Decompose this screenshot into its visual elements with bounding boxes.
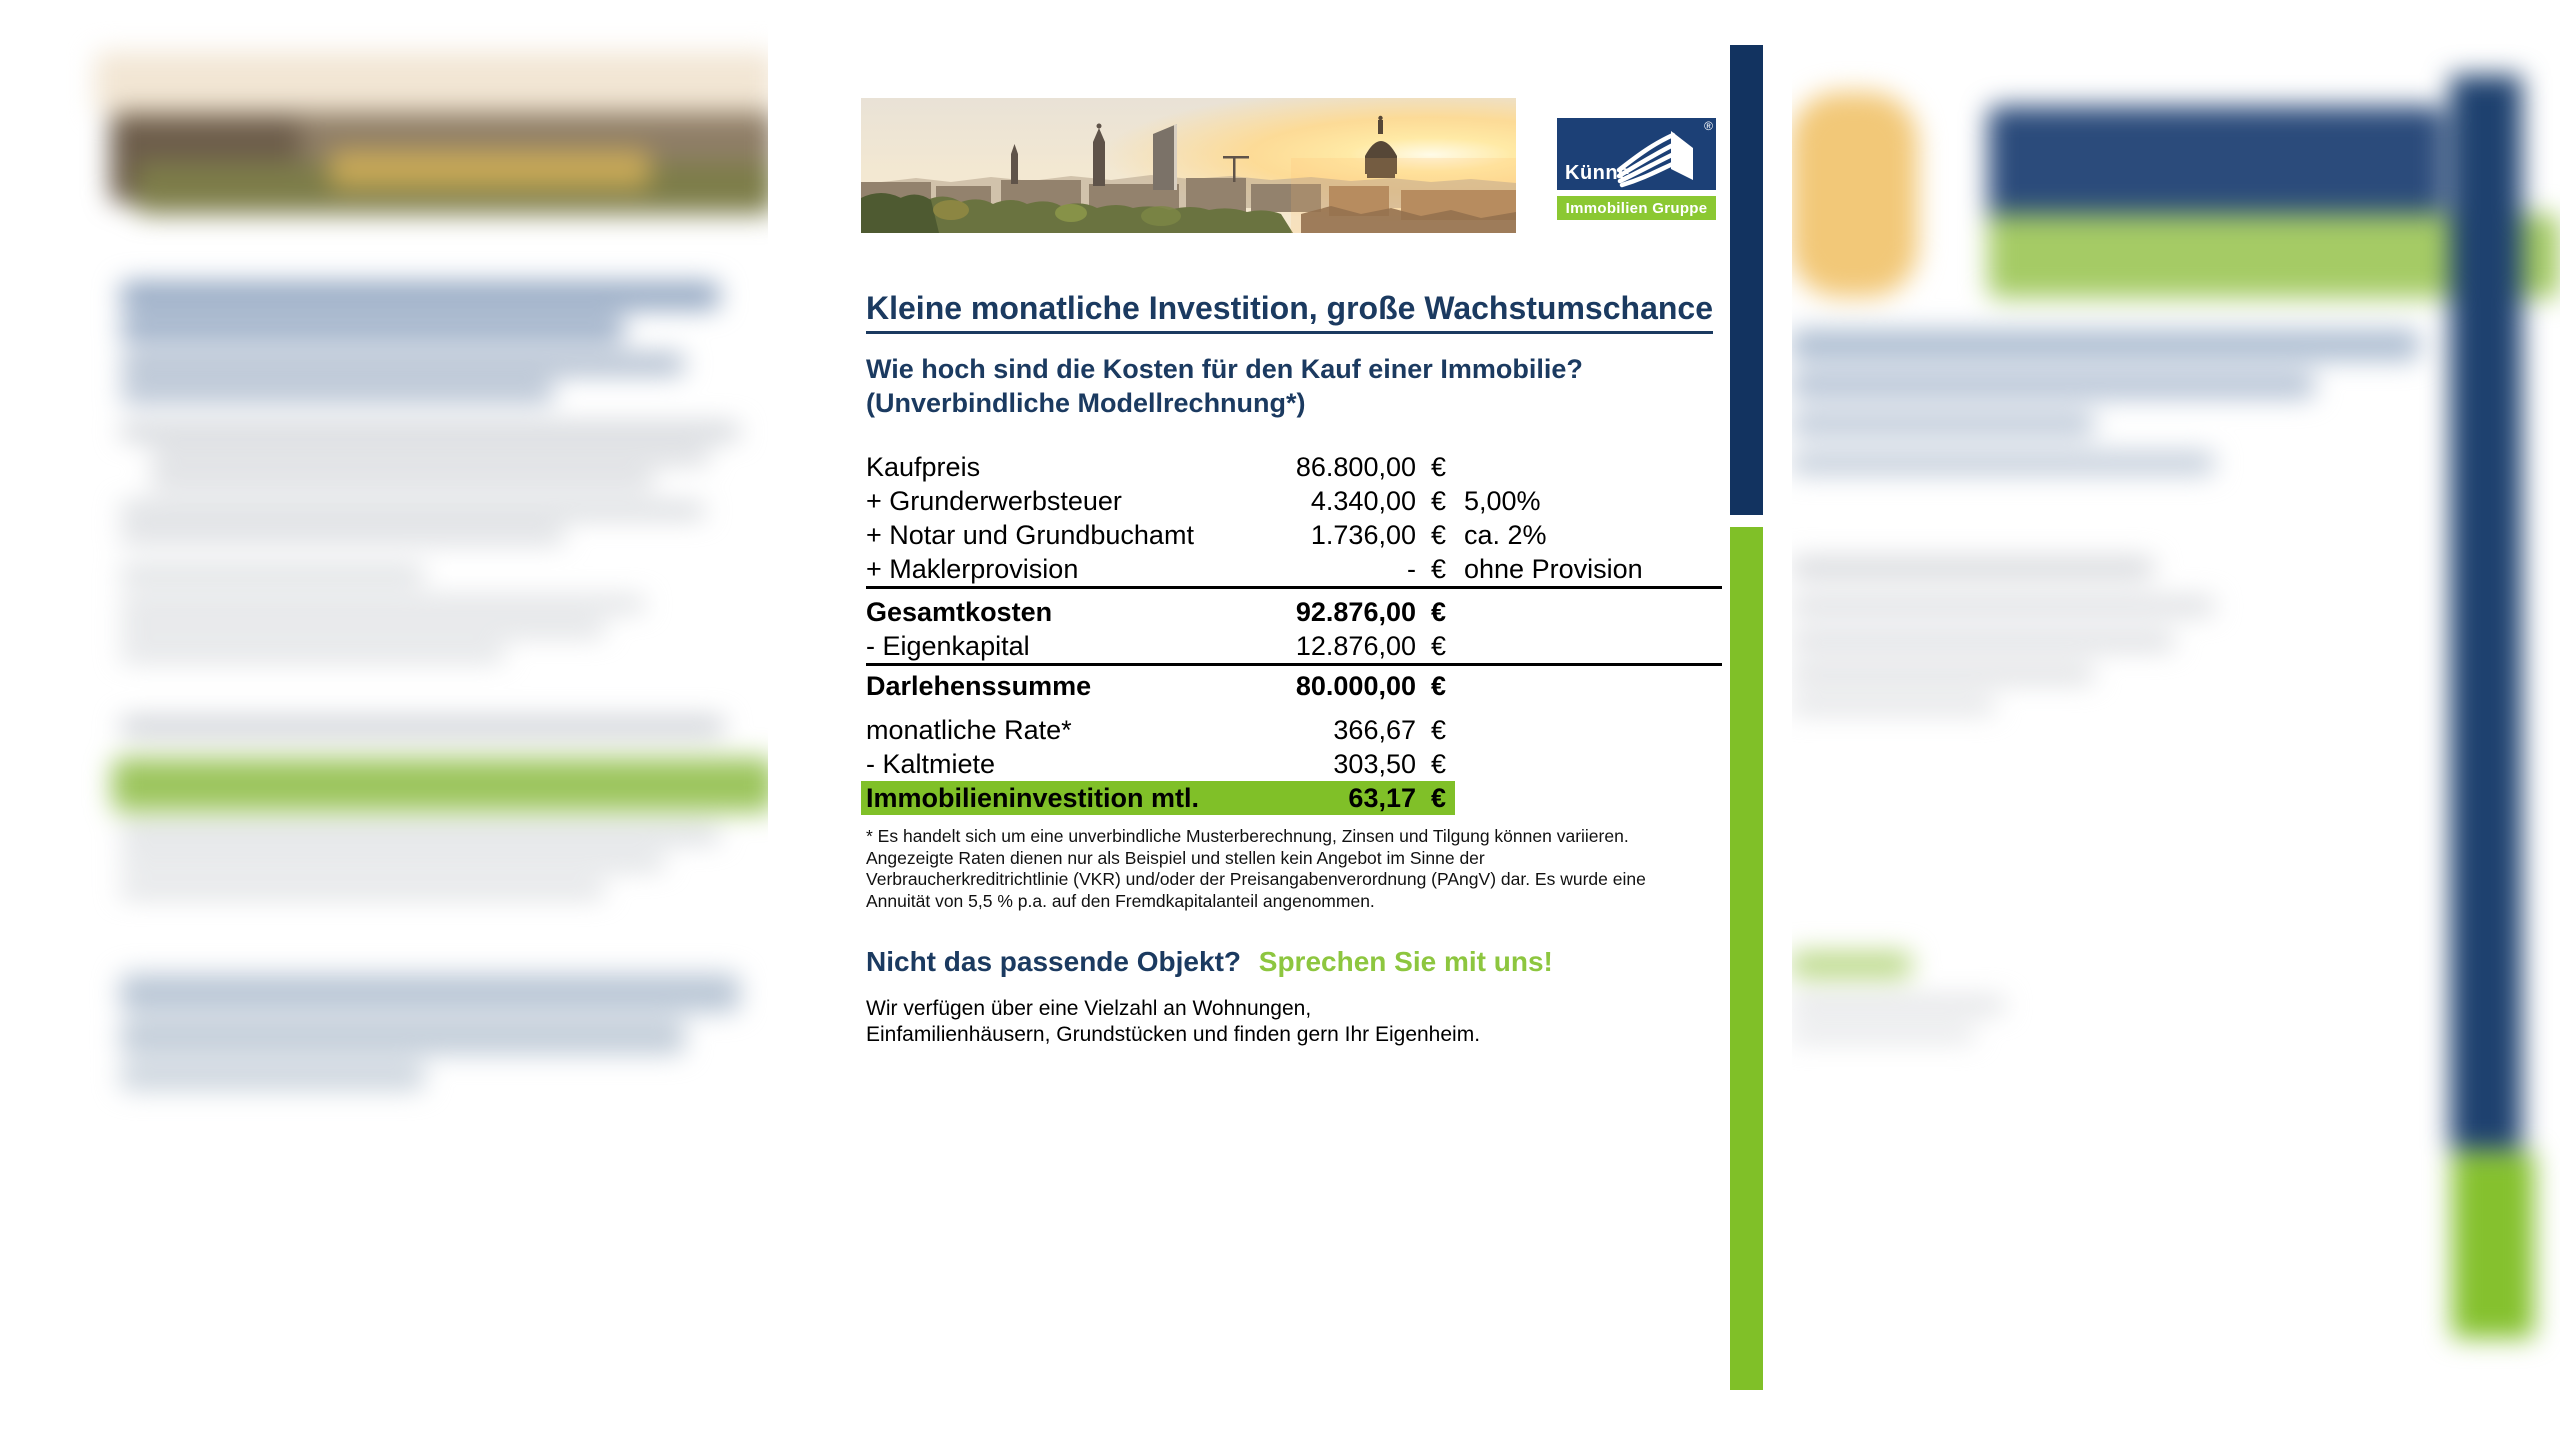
blurred-green-bar [2452, 1152, 2534, 1338]
currency-symbol: € [1430, 631, 1446, 661]
cost-label: + Notar und Grundbuchamt [866, 520, 1194, 550]
cost-value: 4.340,00 [1310, 486, 1416, 516]
blurred-text-block [120, 1062, 425, 1090]
blurred-text-line [120, 884, 605, 896]
blurred-subtitle-line [120, 354, 685, 374]
cost-note: ca. 2% [1464, 520, 1547, 550]
table-row-maklerprovision [866, 552, 1722, 586]
blurred-text-line [1790, 598, 2215, 614]
currency-symbol: € [1430, 671, 1446, 701]
currency-symbol: € [1430, 715, 1446, 745]
cost-label: + Maklerprovision [866, 554, 1079, 584]
currency-symbol: € [1430, 554, 1446, 584]
blurred-text-block [120, 974, 740, 1012]
subtitle-line-2: (Unverbindliche Modellrechnung*) [866, 388, 1306, 418]
cost-value: 1.736,00 [1310, 520, 1416, 550]
disclaimer-footnote: * Es handelt sich um eine unverbindliche Musterberechnung, Zinsen und Tilgung können variieren. Angezeigte Raten dienen nur als Beispiel und stellen kein Angebot im Sinne der Verbraucherkreditrichtlinie (VKR) und/oder der Preisangabenverordnung (PAngV) dar. Es wurde eine Annuität von 5,5 % p.a. auf den Fremdkapitalanteil angenommen. [866, 826, 1646, 911]
blurred-text-line [120, 598, 645, 610]
cost-note: ohne Provision [1464, 554, 1643, 584]
cost-value: 63,17 [1348, 783, 1416, 813]
blurred-text-line [120, 856, 665, 868]
currency-symbol: € [1430, 597, 1446, 627]
cta-answer: Sprechen Sie mit uns! [1258, 946, 1553, 977]
cost-label: monatliche Rate* [866, 715, 1072, 745]
blurred-text-line [1790, 998, 2005, 1012]
table-row-darlehenssumme [866, 666, 1722, 703]
cost-value: 303,50 [1333, 749, 1416, 779]
cost-label: - Eigenkapital [866, 631, 1030, 661]
closing-text [866, 996, 1480, 1047]
currency-symbol: € [1430, 749, 1446, 779]
blurred-text-line [120, 718, 725, 735]
table-row-kaltmiete [866, 747, 1722, 781]
subtitle-line-1: Wie hoch sind die Kosten für den Kauf einer Immobilie? [866, 354, 1583, 384]
cost-value: 12.876,00 [1295, 631, 1416, 661]
blurred-sky-band [95, 52, 775, 114]
table-row-immobilieninvestition [861, 781, 1455, 815]
blurred-text-line [120, 529, 565, 542]
blurred-text-line [120, 623, 605, 635]
closing-line-2: Einfamilienhäusern, Grundstücken und finden gern Ihr Eigenheim. [866, 1022, 1481, 1046]
table-row-gesamtkosten [866, 589, 1722, 629]
city-skyline-photo [861, 98, 1516, 233]
blurred-green-text [1790, 952, 1912, 978]
cost-value: 92.876,00 [1295, 597, 1416, 627]
kuenne-logo [1557, 118, 1716, 220]
cost-label: - Kaltmiete [866, 749, 996, 779]
accent-bar-green [1730, 527, 1763, 1390]
currency-symbol: € [1430, 486, 1446, 516]
table-row-grunderwerbsteuer [866, 484, 1722, 518]
blurred-title-line [120, 316, 625, 342]
table-row-monatliche-rate [866, 713, 1722, 747]
cost-value: - [1407, 554, 1416, 584]
currency-symbol: € [1430, 783, 1446, 813]
blurred-subtitle-line [120, 382, 555, 402]
blurred-photo-gold [330, 150, 650, 188]
page-subtitle [866, 352, 1583, 420]
blurred-subtitle-line [1790, 452, 2215, 474]
cost-value: 86.800,00 [1295, 452, 1416, 482]
blurred-title-line [120, 282, 720, 309]
blurred-text-line [120, 504, 705, 517]
blurred-navy-bar [2450, 75, 2522, 1150]
cost-value: 366,67 [1333, 715, 1416, 745]
cost-label: + Grunderwerbsteuer [866, 486, 1122, 516]
blurred-text-line [1790, 558, 2155, 578]
logo-tagline: Immobilien Gruppe [1557, 196, 1716, 220]
blurred-logo-navy [1988, 106, 2444, 228]
cost-table [866, 450, 1722, 815]
cost-label: Immobilieninvestition mtl. [866, 783, 1200, 813]
accent-bar-navy [1730, 45, 1763, 515]
cost-label: Gesamtkosten [866, 597, 1053, 627]
blurred-subtitle-line [1790, 412, 2095, 436]
blurred-text-line [1790, 666, 2095, 682]
cta-question: Nicht das passende Objekt? [866, 946, 1241, 977]
blurred-text-line [150, 474, 655, 487]
blurred-text-line [120, 828, 720, 841]
currency-symbol: € [1430, 452, 1446, 482]
kuenne-logo-mark [1557, 118, 1716, 190]
table-row-notar [866, 518, 1722, 552]
blurred-text-line [1790, 633, 2175, 649]
table-row-kaufpreis [866, 450, 1722, 484]
table-row-eigenkapital [866, 629, 1722, 663]
blurred-text-block [120, 1020, 685, 1054]
blurred-green-band [112, 758, 775, 812]
blurred-text-line [150, 450, 710, 463]
flyer-page [768, 0, 1792, 1440]
blurred-text-line [1790, 1028, 1975, 1040]
cost-value: 80.000,00 [1295, 671, 1416, 701]
page-title: Kleine monatliche Investition, große Wachstumschance [866, 288, 1713, 334]
blurred-title-line [1790, 330, 2420, 360]
blurred-text-line [1790, 698, 1995, 712]
blurred-title-line [1790, 372, 2315, 398]
cost-label: Kaufpreis [866, 452, 981, 482]
blurred-text-line [120, 568, 425, 581]
registered-trademark-icon: ® [1704, 119, 1713, 133]
blurred-text-line [120, 424, 740, 439]
currency-symbol: € [1430, 520, 1446, 550]
blurred-text-line [120, 648, 505, 660]
logo-company-name: Künne [1565, 162, 1630, 184]
cost-label: Darlehenssumme [866, 671, 1092, 701]
blurred-sun-blob [1790, 92, 1918, 297]
cta-heading [866, 946, 1553, 978]
closing-line-1: Wir verfügen über eine Vielzahl an Wohnungen, [866, 997, 1312, 1020]
skyline-graphic [861, 98, 1516, 233]
cost-note: 5,00% [1464, 486, 1541, 516]
